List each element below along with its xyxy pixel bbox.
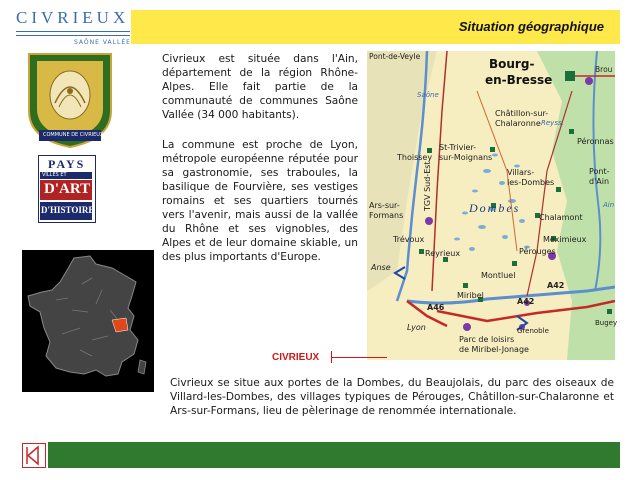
- map-label-pont-de-veyle: Pont-de-Veyle: [369, 52, 421, 61]
- logo-line: [16, 31, 130, 32]
- civrieux-pointer-line: [332, 357, 387, 358]
- pays-art-histoire-logo: [38, 155, 96, 223]
- map-label-pont-ain: Pont-: [589, 167, 610, 176]
- map-label-chatillon-2: Chalaronne: [495, 119, 541, 128]
- map-label-pont-ain-2: d'Ain: [589, 177, 610, 186]
- map-label-peronnas: Péronnas: [577, 137, 614, 146]
- title-bar: [131, 10, 620, 44]
- logo-subtitle: SAÔNE VALLÉE: [74, 39, 131, 46]
- logo-brand-text: CIVRIEUX: [16, 8, 130, 27]
- villes-text: VILLES ET: [42, 172, 67, 178]
- crest-banner-text: COMMUNE DE CIVRIEUX: [43, 132, 104, 138]
- civrieux-logo: [12, 8, 132, 50]
- map-label-ars-2: Formans: [369, 211, 404, 220]
- dombes-paragraph: Civrieux se situe aux portes de la Dombes, du Beaujolais, du parc des oiseaux de Villard-les-Dombes, des villages typiques de Pérouges, Châtillon-sur-Chalaronne et Ars-sur-Formans, lieu de pèlerinage de renommée internationale.: [170, 377, 614, 417]
- map-label-meximieux: Meximieux: [543, 235, 587, 244]
- civrieux-map-label: CIVRIEUX: [272, 352, 320, 363]
- map-label-reyrieux: Reyrieux: [425, 249, 461, 258]
- map-label-bourg-2: en-Bresse: [485, 73, 553, 87]
- map-label-villars-2: les-Dombes: [507, 178, 555, 187]
- map-label-lyon: Lyon: [407, 323, 426, 332]
- histoire-text: D'HISTOIRE: [41, 205, 95, 215]
- france-map: [22, 250, 154, 392]
- pays-text: PAYS: [48, 157, 86, 171]
- map-label-ars: Ars-sur-: [369, 201, 400, 210]
- map-label-miribel: Miribel: [457, 291, 484, 300]
- map-label-trevoux: Trévoux: [393, 235, 425, 244]
- map-label-dombes: Dombes: [469, 201, 521, 215]
- lyon-paragraph: La commune est proche de Lyon, métropole européenne réputée pour sa gastronomie, ses traboules, la basilique de Fourvière, ses vestiges romains et ses quartiers tournés vers l'avenir, mais aussi de la vallée du Rhône et ses vignobles, des Alpes et de leur domaine skiable, un des plus importants d'Europe.: [162, 139, 358, 263]
- map-label-thoissey: Thoissey: [397, 153, 433, 162]
- map-label-st-trivier-2: sur-Moignans: [439, 153, 493, 162]
- map-label-st-trivier: St-Trivier-: [439, 143, 477, 152]
- map-label-a46: A46: [427, 303, 445, 312]
- map-label-a42-b: A42: [517, 297, 535, 306]
- art-text: D'ART: [44, 181, 91, 197]
- map-label-a42: A42: [547, 281, 565, 290]
- map-label-perouges: Pérouges: [519, 247, 556, 256]
- map-label-villars: Villars-: [507, 168, 535, 177]
- map-label-ain: Ain: [603, 201, 615, 209]
- map-label-reyss: Reyss.: [541, 119, 564, 127]
- map-label-bugey: Bugey: [595, 319, 618, 327]
- region-map: [367, 51, 618, 360]
- footer-bar: [48, 442, 620, 468]
- coat-of-arms-crest: [25, 51, 115, 149]
- map-label-grenoble: Grenoble: [517, 327, 549, 335]
- map-label-parc-2: de Miribel-Jonage: [459, 345, 529, 354]
- map-label-anse: Anse: [371, 263, 391, 272]
- map-label-chalamont: Chalamont: [539, 213, 583, 222]
- map-label-brou: Brou: [595, 65, 613, 74]
- intro-paragraph: Civrieux est située dans l'Ain, département de la région Rhône-Alpes. Elle fait partie de la communauté de communes Saône Vallée (34 000 habitants).: [162, 53, 358, 121]
- map-label-chatillon: Châtillon-sur-: [495, 109, 549, 118]
- map-label-bourg: Bourg-: [489, 57, 535, 71]
- map-label-saone: Saône: [417, 91, 439, 99]
- page-title: Situation géographique: [458, 19, 604, 34]
- back-button[interactable]: [22, 443, 46, 468]
- map-label-tgv: TGV Sud-Est: [423, 161, 432, 211]
- map-label-montluel: Montluel: [481, 271, 516, 280]
- map-label-parc: Parc de loisirs: [459, 335, 515, 344]
- logo-line: [16, 35, 130, 36]
